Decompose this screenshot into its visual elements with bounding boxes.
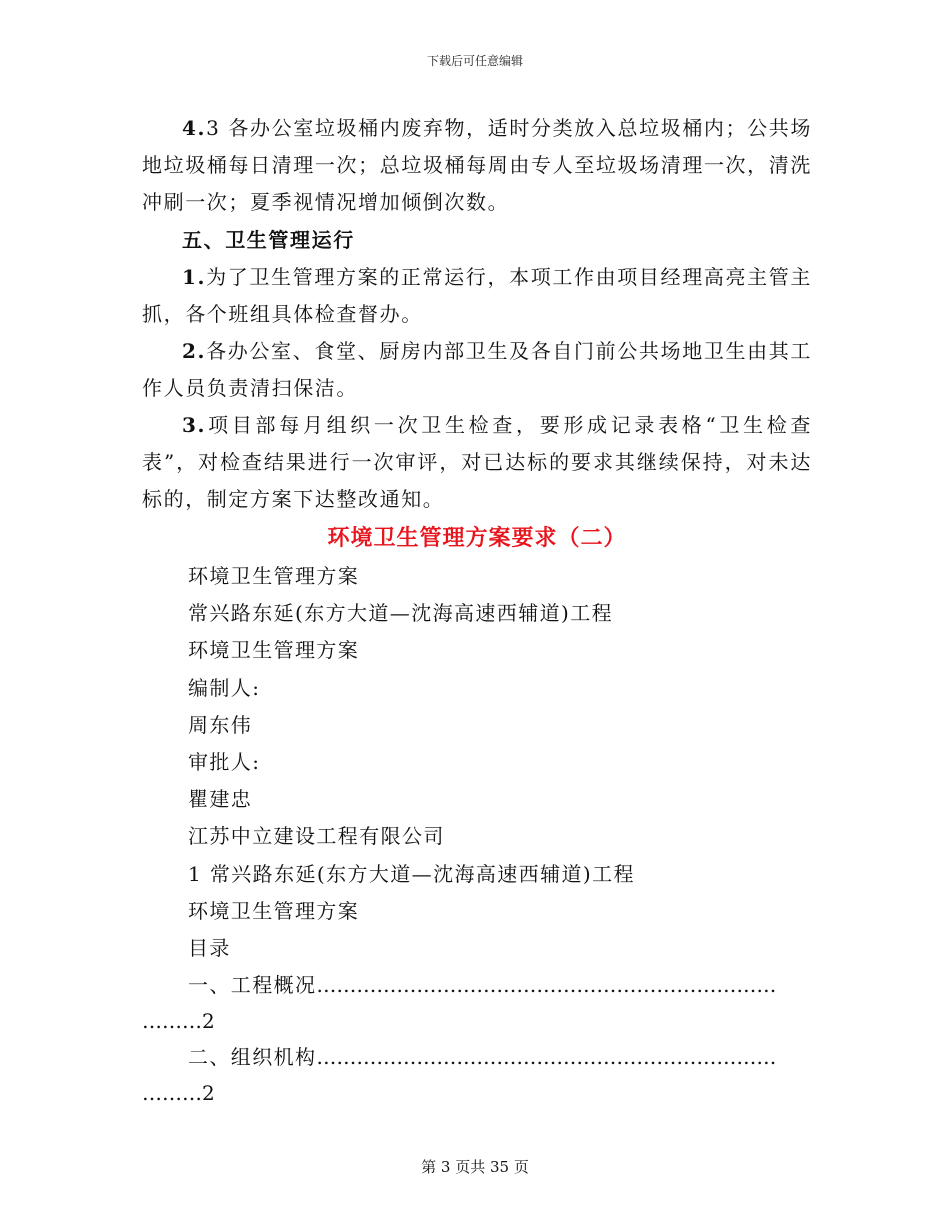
- toc-label: 二、组织机构: [188, 1045, 317, 1070]
- toc-label: 一、工程概况: [188, 973, 317, 998]
- text-line: 环境卫生管理方案: [188, 898, 360, 923]
- text-line: 审批人:: [188, 750, 261, 775]
- page-header: 下载后可任意编辑: [426, 54, 523, 68]
- toc-entry-continuation: [142, 1003, 812, 1039]
- text-line: 1 常兴路东延(东方大道—沈海高速西辅道)工程: [188, 861, 635, 886]
- toc-leader: ……………………………………………………………: [316, 973, 777, 998]
- paragraph-text: 为了卫生管理方案的正常运行，本项工作由项目经理高亮主管主抓，各个班组具体检查督办。: [142, 265, 812, 326]
- toc-leader: ………: [142, 1081, 202, 1106]
- paragraph-number: 2.: [182, 339, 207, 363]
- text-line: 编制人:: [188, 675, 261, 700]
- part-title: 环境卫生管理方案要求（二）: [327, 525, 627, 551]
- text-line: 瞿建忠: [188, 787, 253, 812]
- paragraph-number: 4.: [182, 116, 207, 140]
- paragraph-number: 3.: [182, 413, 207, 437]
- text-line: 周东伟: [188, 712, 253, 737]
- page-content: [142, 110, 812, 1111]
- paragraph-4-3: [142, 110, 812, 221]
- text-line: 目录: [188, 936, 231, 961]
- toc-page-number: 2: [202, 1009, 217, 1034]
- toc-leader: ……………………………………………………………: [316, 1045, 777, 1070]
- toc-leader: ………: [142, 1009, 202, 1034]
- text-line: 环境卫生管理方案: [188, 564, 360, 588]
- toc-entry: [142, 1039, 812, 1075]
- toc-page-number: 2: [202, 1081, 217, 1106]
- paragraph-number: 1.: [182, 265, 207, 289]
- paragraph-item-2: [142, 333, 812, 407]
- paragraph-text: 项目部每月组织一次卫生检查，要形成记录表格“卫生检查表”，对检查结果进行一次审评，对已达标的要求其继续保持，对未达标的，制定方案下达整改通知。: [142, 413, 812, 511]
- paragraph-text: 各办公室、食堂、厨房内部卫生及各自门前公共场地卫生由其工作人员负责清扫保洁。: [142, 339, 812, 400]
- page-footer: 第 3 页共 35 页: [421, 1158, 529, 1176]
- section-heading: 五、卫生管理运行: [182, 228, 355, 252]
- toc-entry-continuation: [142, 1075, 812, 1111]
- text-line: 环境卫生管理方案: [188, 638, 360, 663]
- text-line: 江苏中立建设工程有限公司: [188, 824, 445, 849]
- paragraph-item-3: [142, 407, 812, 518]
- text-line: 常兴路东延(东方大道—沈海高速西辅道)工程: [188, 601, 614, 626]
- paragraph-text: 3 各办公室垃圾桶内废弃物，适时分类放入总垃圾桶内；公共场地垃圾桶每日清理一次；总垃圾桶每周由专人至垃圾场清理一次，清洗冲刷一次；夏季视情况增加倾倒次数。: [142, 116, 812, 214]
- paragraph-item-1: [142, 259, 812, 333]
- toc-entry: [142, 967, 812, 1003]
